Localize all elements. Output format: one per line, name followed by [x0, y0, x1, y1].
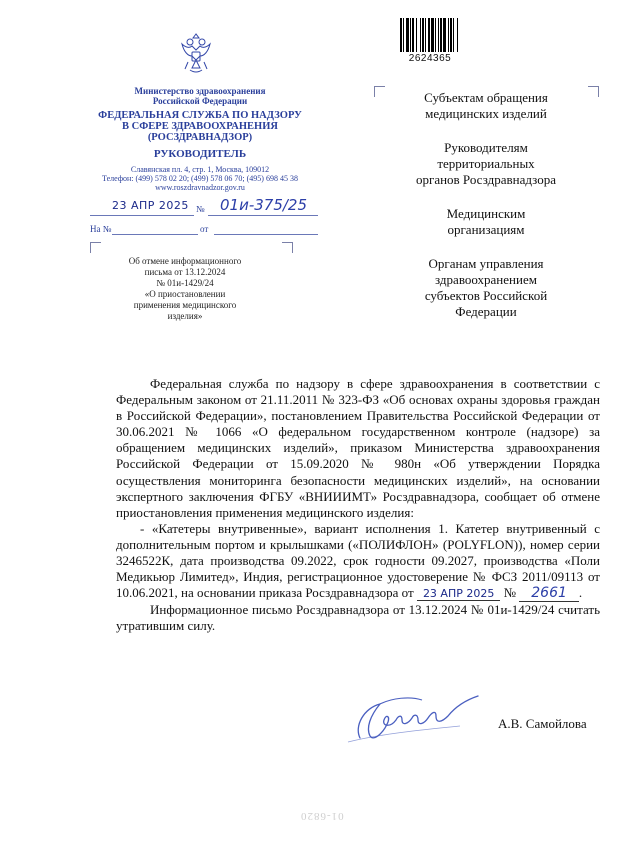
- order-number-label: №: [503, 585, 517, 601]
- addressee-4: Органам управления здравоохранением субъектов Российской Федерации: [424, 256, 548, 319]
- item-text: - «Катетеры внутривенные», вариант исполнения 1. Катетер внутривенный с дополнительным портом и крылышками («ПОЛИФЛОН» (POLYFLON)), номер серии 3246522К, дата производства 09.2022, срок годности 09.2027, производства «Поли Медикьюр Лимитед», Индия, регистрационное удостоверение № ФСЗ 2011/09113 от 10.06.2021, на основании приказа Росздравнадзора от: [116, 520, 600, 601]
- body-paragraph-1: Федеральная служба по надзору в сфере здравоохранения в соответствии с Федеральным законом от 21.11.2011 № 323-ФЗ «Об основах охраны здоровья граждан в Российской Федерации», постановлением Правительства Российской Федерации от 30.06.2021 № 1066 «О федеральном государственном контроле (надзоре) за обращением медицинских изделий», приказом Министерства здравоохранения Российской Федерации от 15.09.2020 № 980н «Об утверждении Порядка осуществления мониторинга безопасности медицинских изделий», на основании экспертного заключения ФГБУ «ВНИИИМТ» Росздравнадзора, сообщает об отмене приостановления применения медицинского изделия:: [116, 376, 600, 520]
- date-underline: [90, 215, 194, 216]
- ministry-name: Министерство здравоохранения Российской Федерации: [134, 86, 266, 106]
- head-title: РУКОВОДИТЕЛЬ: [153, 148, 247, 160]
- letter-body: [116, 376, 600, 635]
- reference-number-underline: [112, 234, 198, 235]
- barcode-number: 2624365: [408, 53, 452, 64]
- coat-of-arms-emblem-icon: [178, 30, 214, 76]
- bleed-through-text: 01-6820: [300, 810, 344, 822]
- number-underline: [208, 215, 318, 216]
- number-label: №: [196, 204, 205, 214]
- subject-bracket-left: [90, 242, 101, 253]
- handwritten-signature: [340, 686, 490, 746]
- reference-number-label: На №: [90, 224, 112, 234]
- reference-from-label: от: [200, 224, 209, 234]
- reference-date-underline: [214, 234, 318, 235]
- body-paragraph-3: Информационное письмо Росздравнадзора от 13.12.2024 № 01и-1429/24 считать утратившим силу.: [116, 602, 600, 634]
- barcode-bar: [458, 18, 460, 52]
- subject-bracket-right: [282, 242, 293, 253]
- service-name: ФЕДЕРАЛЬНАЯ СЛУЖБА ПО НАДЗОРУ В СФЕРЕ ЗДРАВООХРАНЕНИЯ (РОСЗДРАВНАДЗОР): [98, 110, 302, 143]
- addressee-3: Медицинским организациям: [446, 206, 526, 237]
- outgoing-number-handwritten: 01и-375/25: [220, 196, 308, 214]
- addressee-bracket-right: [588, 86, 599, 97]
- barcode-bars: [394, 18, 466, 52]
- contact-address: Славянская пл. 4, стр. 1, Москва, 109012 Телефон: (499) 578 02 20; (499) 578 06 70; (495) 698 45 38 www.roszdravnadzor.gov.ru: [102, 165, 298, 192]
- addressee-bracket-left: [374, 86, 385, 97]
- addressee-block: [396, 90, 576, 338]
- outgoing-date-number: [90, 196, 330, 218]
- order-number-handwritten: 2661: [519, 585, 579, 602]
- reference-line: [90, 224, 330, 238]
- letter-subject: Об отмене информационного письма от 13.12.2024 № 01и-1429/24 «О приостановлении применения медицинского изделия»: [128, 256, 242, 321]
- signer-name: А.В. Самойлова: [498, 716, 587, 731]
- addressee-1: Субъектам обращения медицинских изделий: [424, 90, 548, 121]
- date-stamp: 23 АПР 2025: [112, 199, 189, 212]
- order-date-stamp: 23 АПР 2025: [417, 587, 500, 601]
- barcode: [394, 18, 466, 66]
- body-item-paragraph: [116, 521, 600, 602]
- item-end: .: [578, 585, 583, 601]
- addressee-2: Руководителям территориальных органов Росздравнадзора: [415, 140, 557, 187]
